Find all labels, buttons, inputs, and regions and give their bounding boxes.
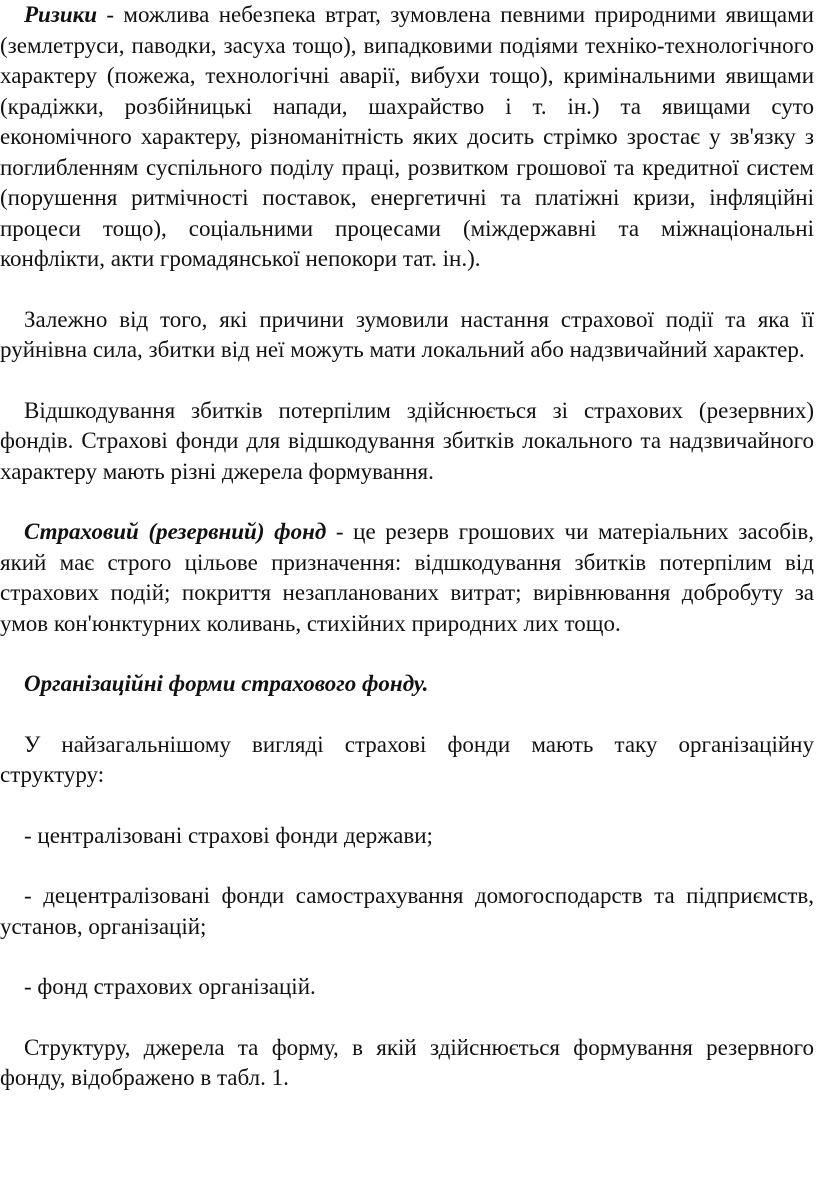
list-item: - децентралізовані фонди самострахування домогосподарств та підприємств, установ, організацій; bbox=[0, 883, 814, 939]
paragraph-insurance-fund bbox=[0, 517, 814, 639]
paragraph-insurance-fund-text: - це резерв грошових чи матеріальних засобів, який має строго цільове призначення: відшкодування збитків потерпілим від страхових подій; покриття незапланованих витрат; вирівнювання добробуту за умов кон'юнктурних коливань, стихійних природних лих тощо. bbox=[0, 519, 814, 636]
paragraph-gap bbox=[0, 366, 814, 396]
paragraph-risks-text: - можлива небезпека втрат, зумовлена певними природними явищами (землетруси, паводки, засуха тощо), випадковими подіями техніко-технологічного характеру (пожежа, технологічні аварії, вибухи тощо), кримінальними явищами (крадіжки, розбійницькі напади, шахрайство і т. ін.) та явищами суто економічного характеру, різноманітність яких досить стрімко зростає у зв'язку з поглибленням суспільного поділу праці, розвитком грошової та кредитної систем (порушення ритмічності поставок, енергетичні та платіжні кризи, інфляційні процеси тощо), соціальними процесами (міждержавні та міжнаціональні конфлікти, акти громадянської непокори тат. ін.). bbox=[0, 2, 814, 271]
paragraph-gap bbox=[0, 851, 814, 881]
paragraph-table-reference: Структуру, джерела та форму, в якій здійснюється формування резервного фонду, відображено в табл. 1. bbox=[0, 1034, 814, 1090]
paragraph-damage-character: Залежно від того, які причини зумовили настання страхової події та яка її руйнівна сила, збитки від неї можуть мати локальний або надзвичайний характер. bbox=[0, 306, 814, 362]
paragraph-gap bbox=[0, 639, 814, 669]
paragraph-gap bbox=[0, 487, 814, 517]
section-heading: Організаційні форми страхового фонду. bbox=[24, 671, 429, 696]
list-item: - фонд страхових організацій. bbox=[24, 974, 316, 999]
paragraph-gap bbox=[0, 700, 814, 730]
paragraph-gap bbox=[0, 275, 814, 305]
paragraph-risks bbox=[0, 0, 814, 275]
paragraph-compensation: Відшкодування збитків потерпілим здійснюється зі страхових (резервних) фондів. Страхові фонди для відшкодування збитків локального та надзвичайного характеру мають різні джерела формування. bbox=[0, 397, 814, 484]
term-insurance-fund: Страховий (резервний) фонд bbox=[24, 519, 327, 544]
paragraph-structure-intro: У найзагальнішому вигляді страхові фонди мають таку організаційну структуру: bbox=[0, 731, 814, 787]
term-risks: Ризики bbox=[24, 2, 98, 27]
paragraph-gap bbox=[0, 1003, 814, 1033]
list-item: - централізовані страхові фонди держави; bbox=[24, 822, 433, 848]
paragraph-gap bbox=[0, 942, 814, 972]
paragraph-gap bbox=[0, 791, 814, 821]
